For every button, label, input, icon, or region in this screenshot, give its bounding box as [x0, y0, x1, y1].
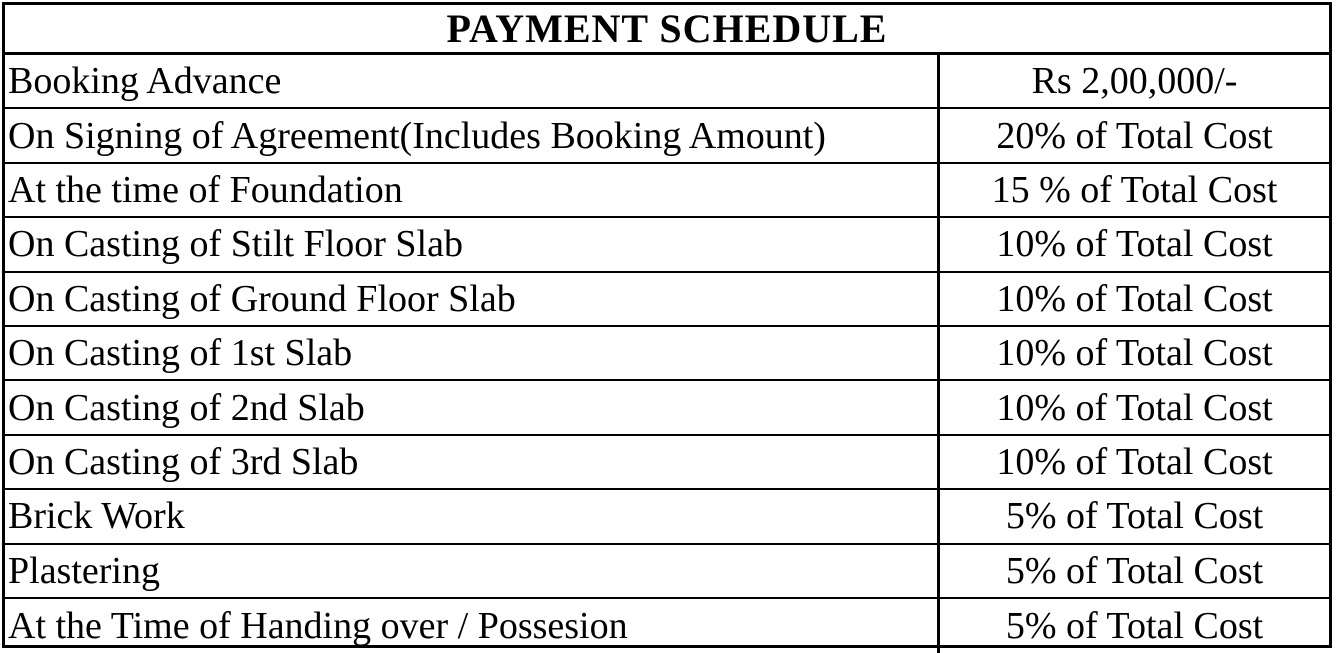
payment-amount: 15 % of Total Cost [991, 168, 1278, 211]
payment-stage: On Casting of Stilt Floor Slab [5, 218, 940, 270]
payment-amount: 10% of Total Cost [996, 440, 1273, 483]
payment-amount: 10% of Total Cost [996, 386, 1273, 429]
payment-amount: 20% of Total Cost [996, 114, 1273, 157]
table-row [5, 599, 1329, 653]
table-row [5, 55, 1329, 109]
payment-schedule-table [2, 2, 1332, 648]
payment-amount: 10% of Total Cost [996, 223, 1273, 266]
payment-stage: At the Time of Handing over / Possesion [5, 599, 940, 653]
payment-amount: Rs 2,00,000/- [1031, 60, 1238, 103]
table-row [5, 164, 1329, 218]
table-row [5, 218, 1329, 272]
payment-stage: On Casting of 1st Slab [5, 327, 940, 379]
payment-stage: On Casting of Ground Floor Slab [5, 273, 940, 325]
payment-stage: Brick Work [5, 490, 940, 542]
payment-stage: On Casting of 3rd Slab [5, 436, 940, 488]
payment-stage: Plastering [5, 545, 940, 597]
table-title: PAYMENT SCHEDULE [5, 5, 1329, 55]
payment-stage: At the time of Foundation [5, 164, 940, 216]
table-row [5, 273, 1329, 327]
payment-stage: Booking Advance [5, 55, 940, 107]
payment-amount: 5% of Total Cost [1005, 605, 1264, 648]
payment-stage: On Signing of Agreement(Includes Booking Amount) [5, 109, 940, 161]
table-row [5, 109, 1329, 163]
table-row [5, 327, 1329, 381]
payment-amount: 10% of Total Cost [996, 277, 1273, 320]
payment-amount: 5% of Total Cost [1005, 495, 1264, 538]
table-row [5, 490, 1329, 544]
table-row [5, 545, 1329, 599]
payment-amount: 5% of Total Cost [1005, 549, 1264, 592]
payment-stage: On Casting of 2nd Slab [5, 381, 940, 433]
table-row [5, 436, 1329, 490]
table-body [5, 55, 1329, 653]
payment-amount: 10% of Total Cost [996, 332, 1273, 375]
table-row [5, 381, 1329, 435]
